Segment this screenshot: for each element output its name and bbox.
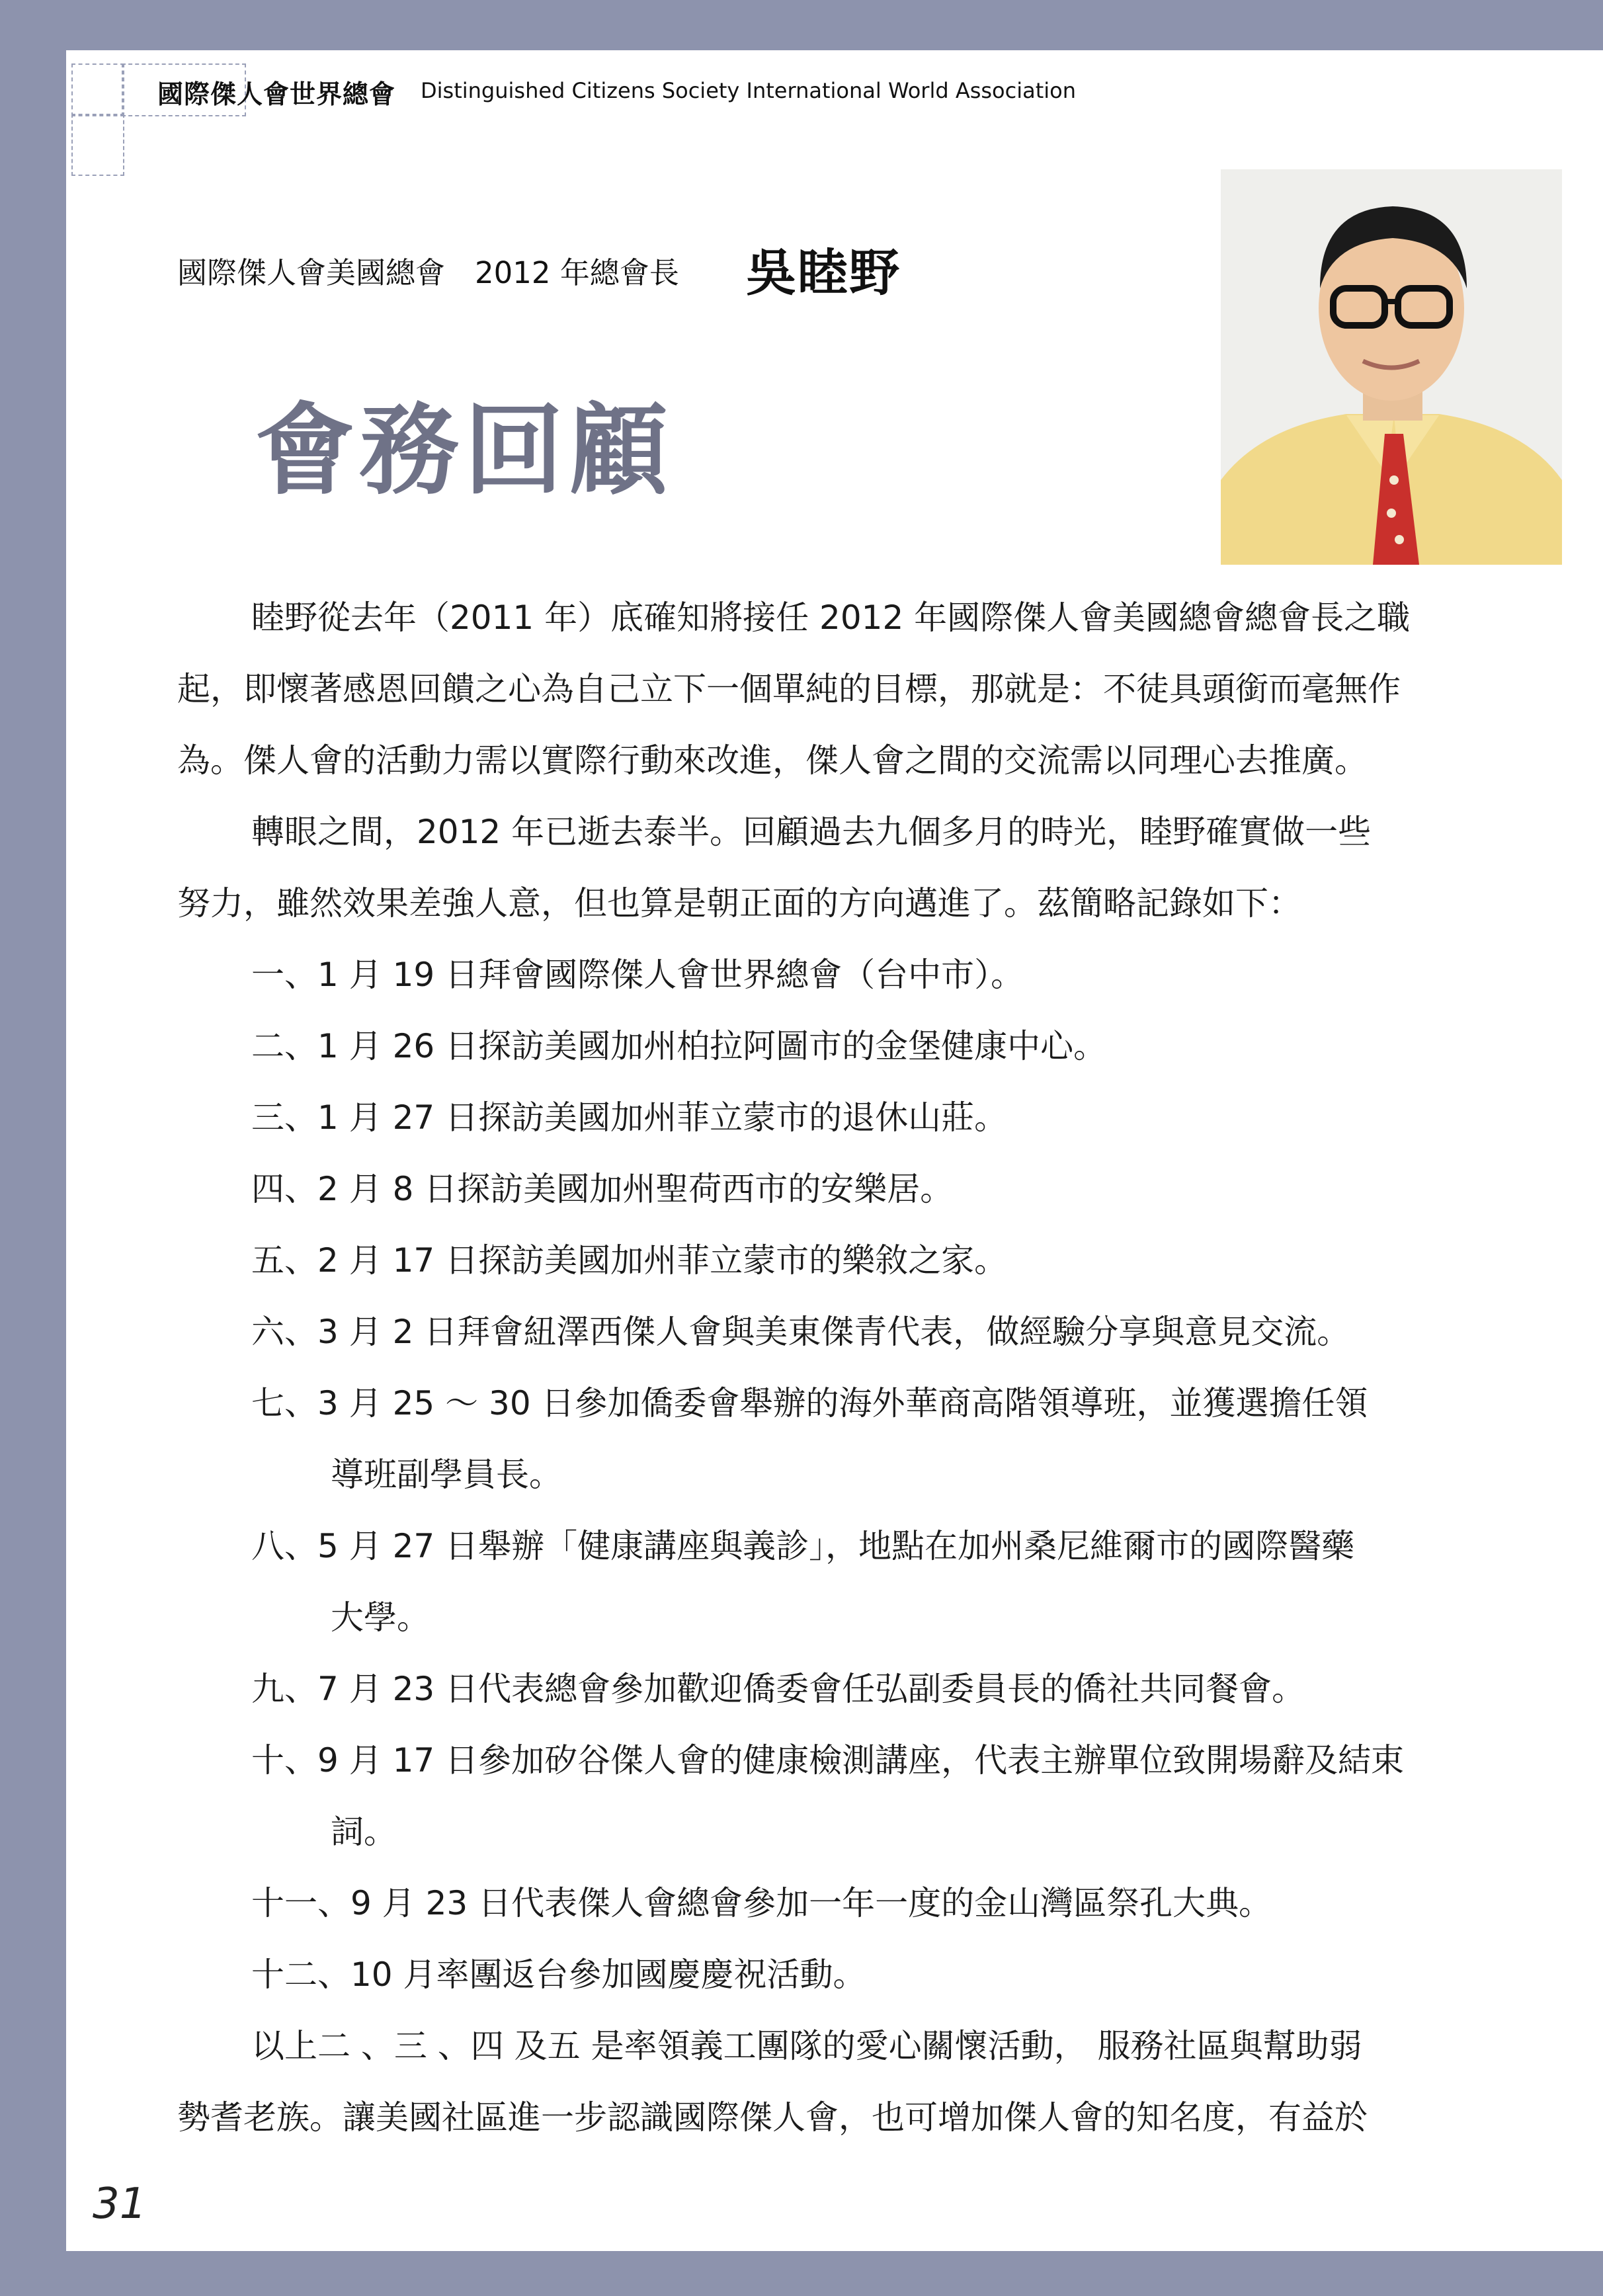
list-item: 九、7 月 23 日代表總會參加歡迎僑委會任弘副委員長的僑社共同餐會。: [251, 1670, 1305, 1708]
list-item: 五、2 月 17 日探訪美國加州菲立蒙市的樂敘之家。: [251, 1241, 1008, 1280]
portrait-illustration: [1221, 169, 1562, 565]
article-title: 會務回顧: [255, 392, 674, 509]
list-item: 十、9 月 17 日參加矽谷傑人會的健康檢測講座，代表主辦單位致開場辭及結束: [251, 1741, 1405, 1780]
author-name: 吳睦野: [746, 243, 901, 302]
paragraph-line: 睦野從去年（2011 年）底確知將接任 2012 年國際傑人會美國總會總會長之職: [251, 598, 1411, 637]
list-item: 六、3 月 2 日拜會紐澤西傑人會與美東傑青代表，做經驗分享與意見交流。: [251, 1313, 1350, 1351]
list-item: 十二、10 月率團返台參加國慶慶祝活動。: [251, 1955, 866, 1994]
header-deco-box-1: [71, 63, 124, 116]
paragraph-line: 起，即懷著感恩回饋之心為自己立下一個單純的目標，那就是：不徒具頭銜而毫無作: [177, 670, 1401, 708]
list-item: 一、1 月 19 日拜會國際傑人會世界總會（台中市）。: [251, 956, 1024, 994]
list-item: 二、1 月 26 日探訪美國加州柏拉阿圖市的金堡健康中心。: [251, 1027, 1107, 1065]
author-role: 國際傑人會美國總會 2012 年總會長: [177, 255, 679, 290]
paragraph-line: 努力，雖然效果差強人意，但也算是朝正面的方向邁進了。茲簡略記錄如下：: [177, 884, 1301, 922]
list-item-continuation: 導班副學員長。: [331, 1456, 562, 1494]
paragraph-line: 轉眼之間，2012 年已逝去泰半。回顧過去九個多月的時光，睦野確實做一些: [251, 813, 1372, 851]
header-deco-box-2: [71, 114, 124, 176]
list-item-continuation: 詞。: [331, 1813, 397, 1851]
list-item: 三、1 月 27 日探訪美國加州菲立蒙市的退休山莊。: [251, 1098, 1008, 1137]
list-item: 四、2 月 8 日探訪美國加州聖荷西市的安樂居。: [251, 1170, 954, 1208]
list-item: 十一、9 月 23 日代表傑人會總會參加一年一度的金山灣區祭孔大典。: [251, 1884, 1272, 1922]
header-org-zh: 國際傑人會世界總會: [157, 80, 396, 110]
list-item: 七、3 月 25 ～ 30 日參加僑委會舉辦的海外華商高階領導班，並獲選擔任領: [251, 1384, 1368, 1422]
closing-line: 以上二 、三 、四 及五 是率領義工團隊的愛心關懷活動， 服務社區與幫助弱: [251, 2027, 1362, 2065]
bottom-band: [0, 2251, 1603, 2296]
page-number: 31: [93, 2180, 147, 2229]
paragraph-line: 為。傑人會的活動力需以實際行動來改進，傑人會之間的交流需以同理心去推廣。: [177, 741, 1368, 780]
closing-line: 勢耆老族。讓美國社區進一步認識國際傑人會，也可增加傑人會的知名度，有益於: [177, 2098, 1368, 2137]
header-org-en: Distinguished Citizens Society International World Association: [421, 78, 1077, 103]
list-item-continuation: 大學。: [331, 1598, 430, 1637]
article-body: [177, 582, 1506, 2153]
list-item: 八、5 月 27 日舉辦「健康講座與義診」，地點在加州桑尼維爾市的國際醫藥: [251, 1527, 1355, 1565]
portrait-photo: [1221, 169, 1562, 565]
